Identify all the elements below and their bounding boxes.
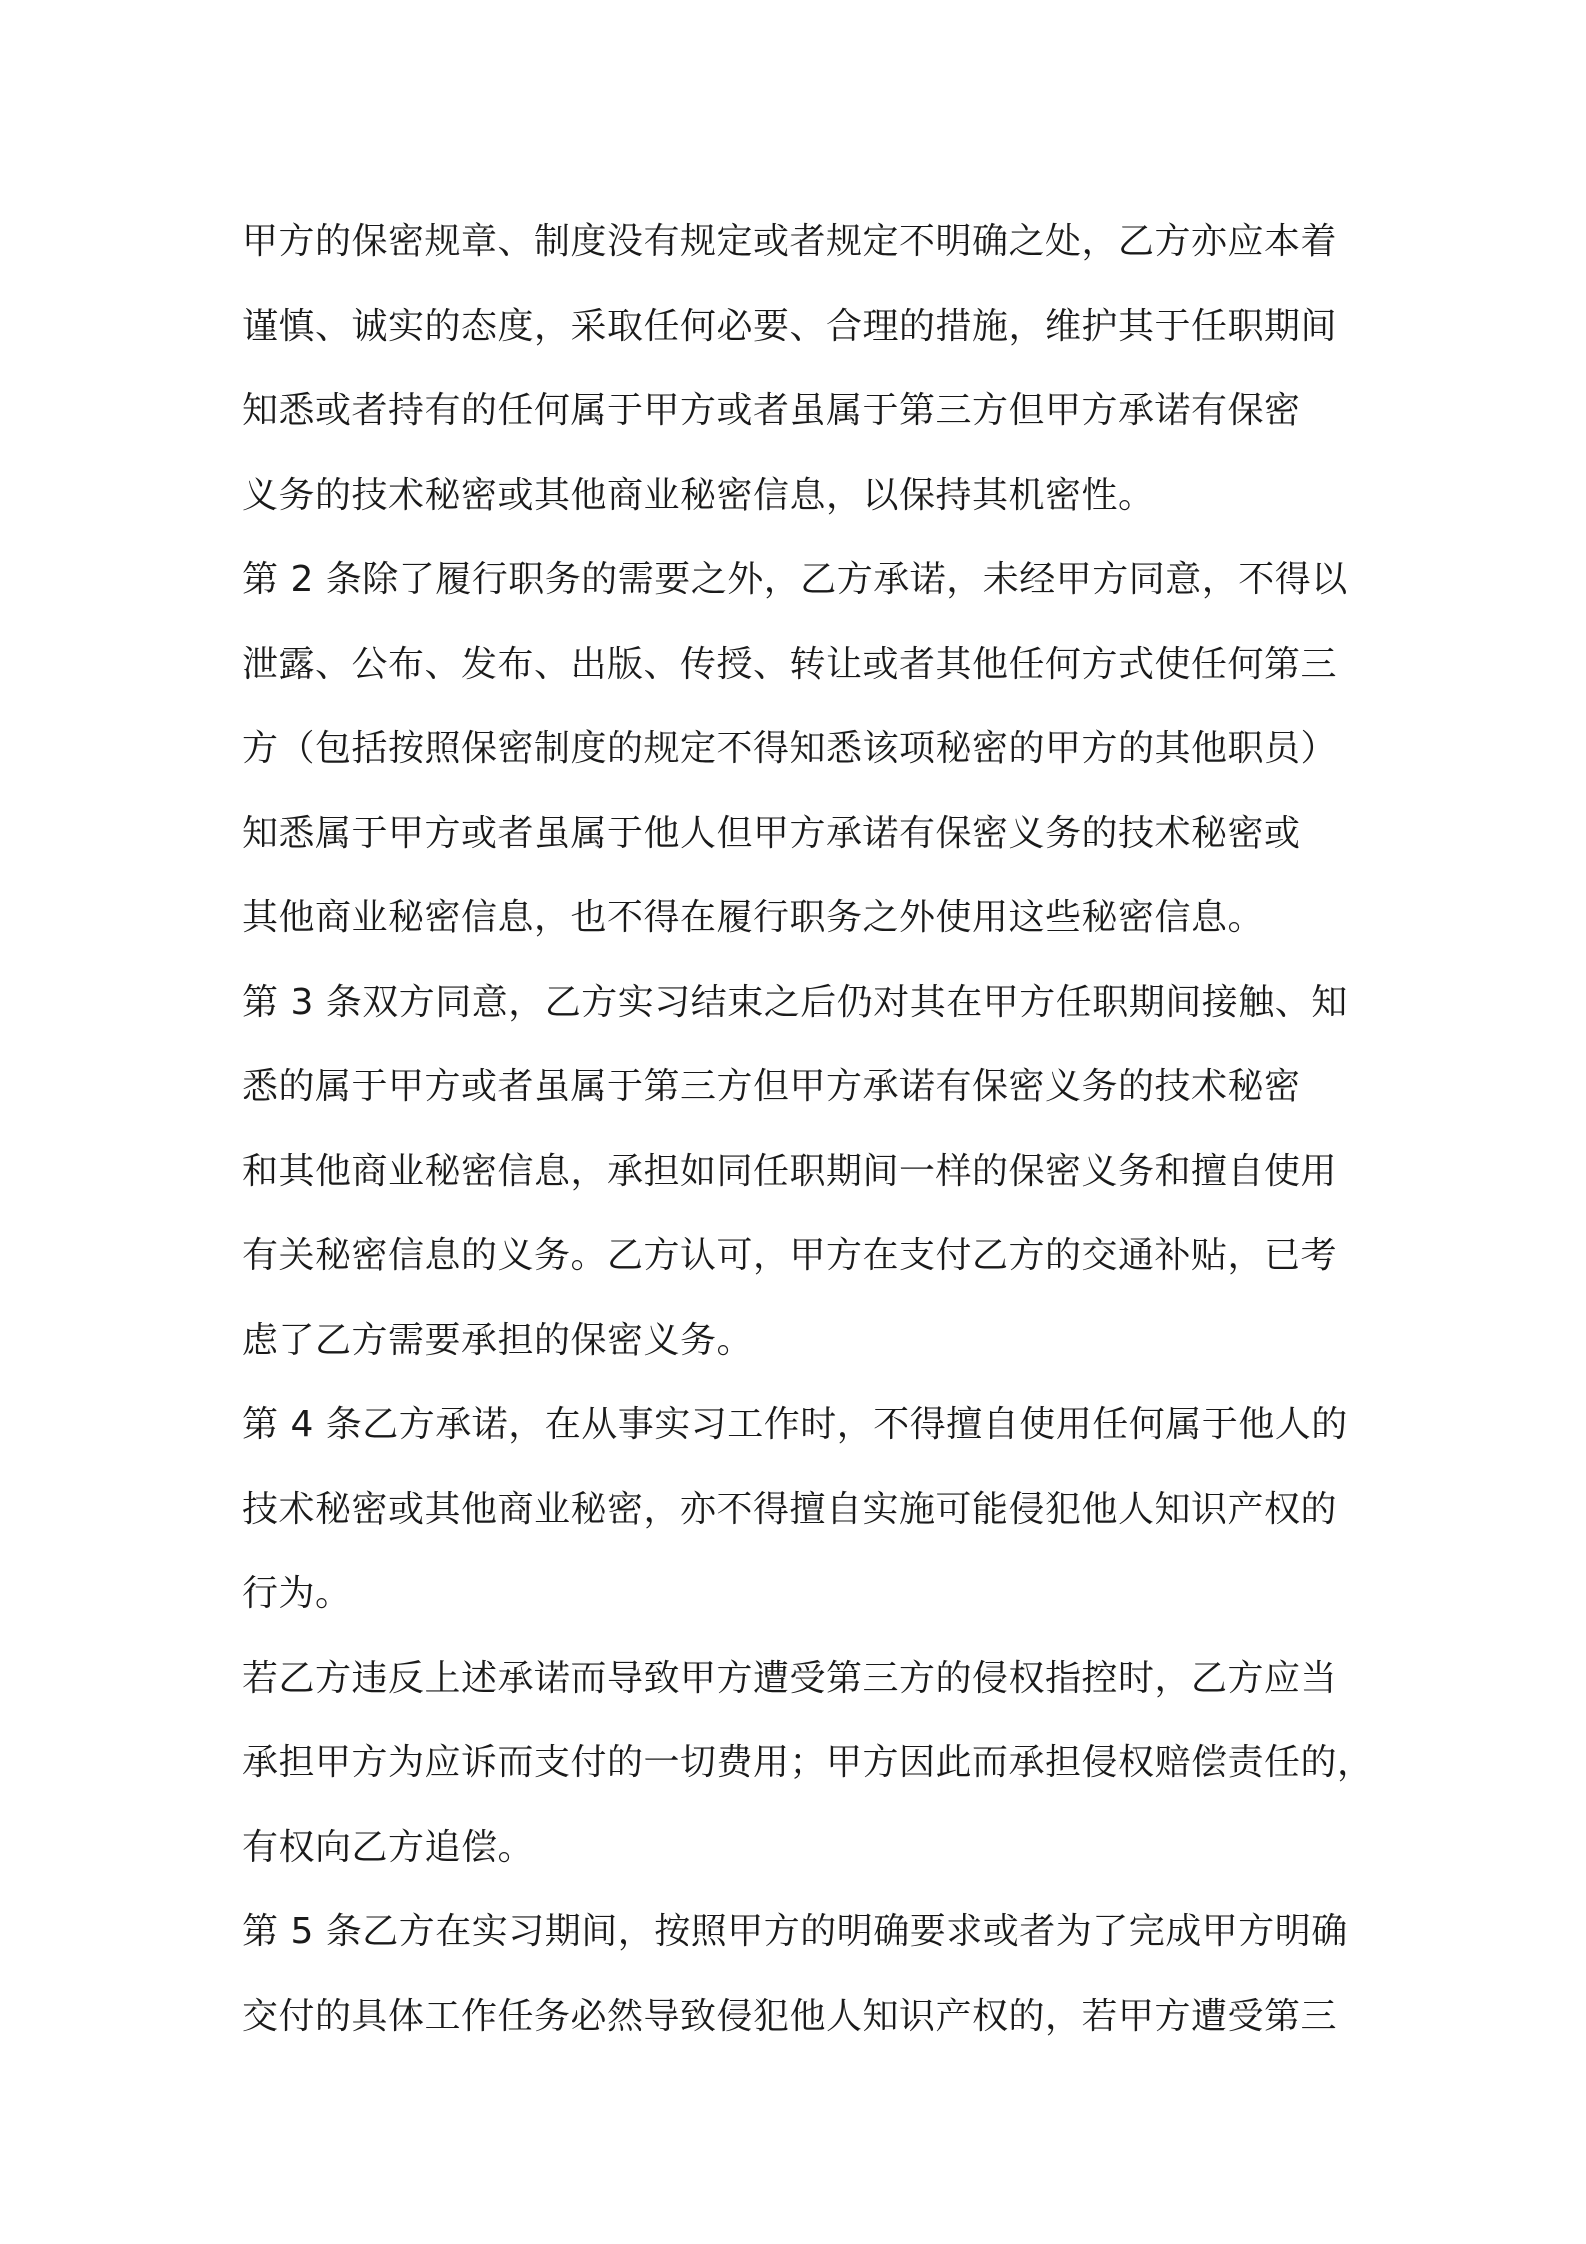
text-line: 悉的属于甲方或者虽属于第三方但甲方承诺有保密义务的技术秘密 (242, 1066, 1301, 1107)
text-line: 行为。 (242, 1573, 352, 1614)
text-line: 甲方的保密规章、制度没有规定或者规定不明确之处，乙方亦应本着 (242, 221, 1338, 262)
text-line: 若乙方违反上述承诺而导致甲方遭受第三方的侵权指控时，乙方应当 (242, 1657, 1338, 1699)
text-line: 谨慎、诚实的态度，采取任何必要、合理的措施，维护其于任职期间 (242, 305, 1338, 347)
article-5-line: 第 5 条乙方在实习期间，按照甲方的明确要求或者为了完成甲方明确 (242, 1911, 1348, 1952)
article-3-line: 第 3 条双方同意，乙方实习结束之后仍对其在甲方任职期间接触、知 (242, 981, 1348, 1023)
text-line: 交付的具体工作任务必然导致侵犯他人知识产权的，若甲方遭受第三 (242, 1995, 1338, 2037)
text-line: 和其他商业秘密信息，承担如同任职期间一样的保密义务和擅自使用 (242, 1150, 1338, 1192)
text-line: 方（包括按照保密制度的规定不得知悉该项秘密的甲方的其他职员） (242, 728, 1338, 769)
text-line: 知悉或者持有的任何属于甲方或者虽属于第三方但甲方承诺有保密 (242, 390, 1301, 431)
document-body (242, 200, 1374, 2059)
text-line: 泄露、公布、发布、出版、传授、转让或者其他任何方式使任何第三 (242, 643, 1338, 685)
article-2-line: 第 2 条除了履行职务的需要之外，乙方承诺，未经甲方同意，不得以 (242, 559, 1348, 600)
text-line: 其他商业秘密信息，也不得在履行职务之外使用这些秘密信息。 (242, 897, 1265, 938)
text-line: 知悉属于甲方或者虽属于他人但甲方承诺有保密义务的技术秘密或 (242, 812, 1301, 854)
text-line: 虑了乙方需要承担的保密义务。 (242, 1319, 754, 1361)
text-line: 承担甲方为应诉而支付的一切费用；甲方因此而承担侵权赔偿责任的， (242, 1742, 1374, 1783)
text-line: 有关秘密信息的义务。乙方认可，甲方在支付乙方的交通补贴，已考 (242, 1235, 1338, 1276)
text-line: 义务的技术秘密或其他商业秘密信息，以保持其机密性。 (242, 474, 1155, 516)
text-line: 技术秘密或其他商业秘密，亦不得擅自实施可能侵犯他人知识产权的 (242, 1488, 1338, 1530)
article-4-line: 第 4 条乙方承诺，在从事实习工作时，不得擅自使用任何属于他人的 (242, 1404, 1348, 1445)
text-line: 有权向乙方追偿。 (242, 1826, 535, 1868)
